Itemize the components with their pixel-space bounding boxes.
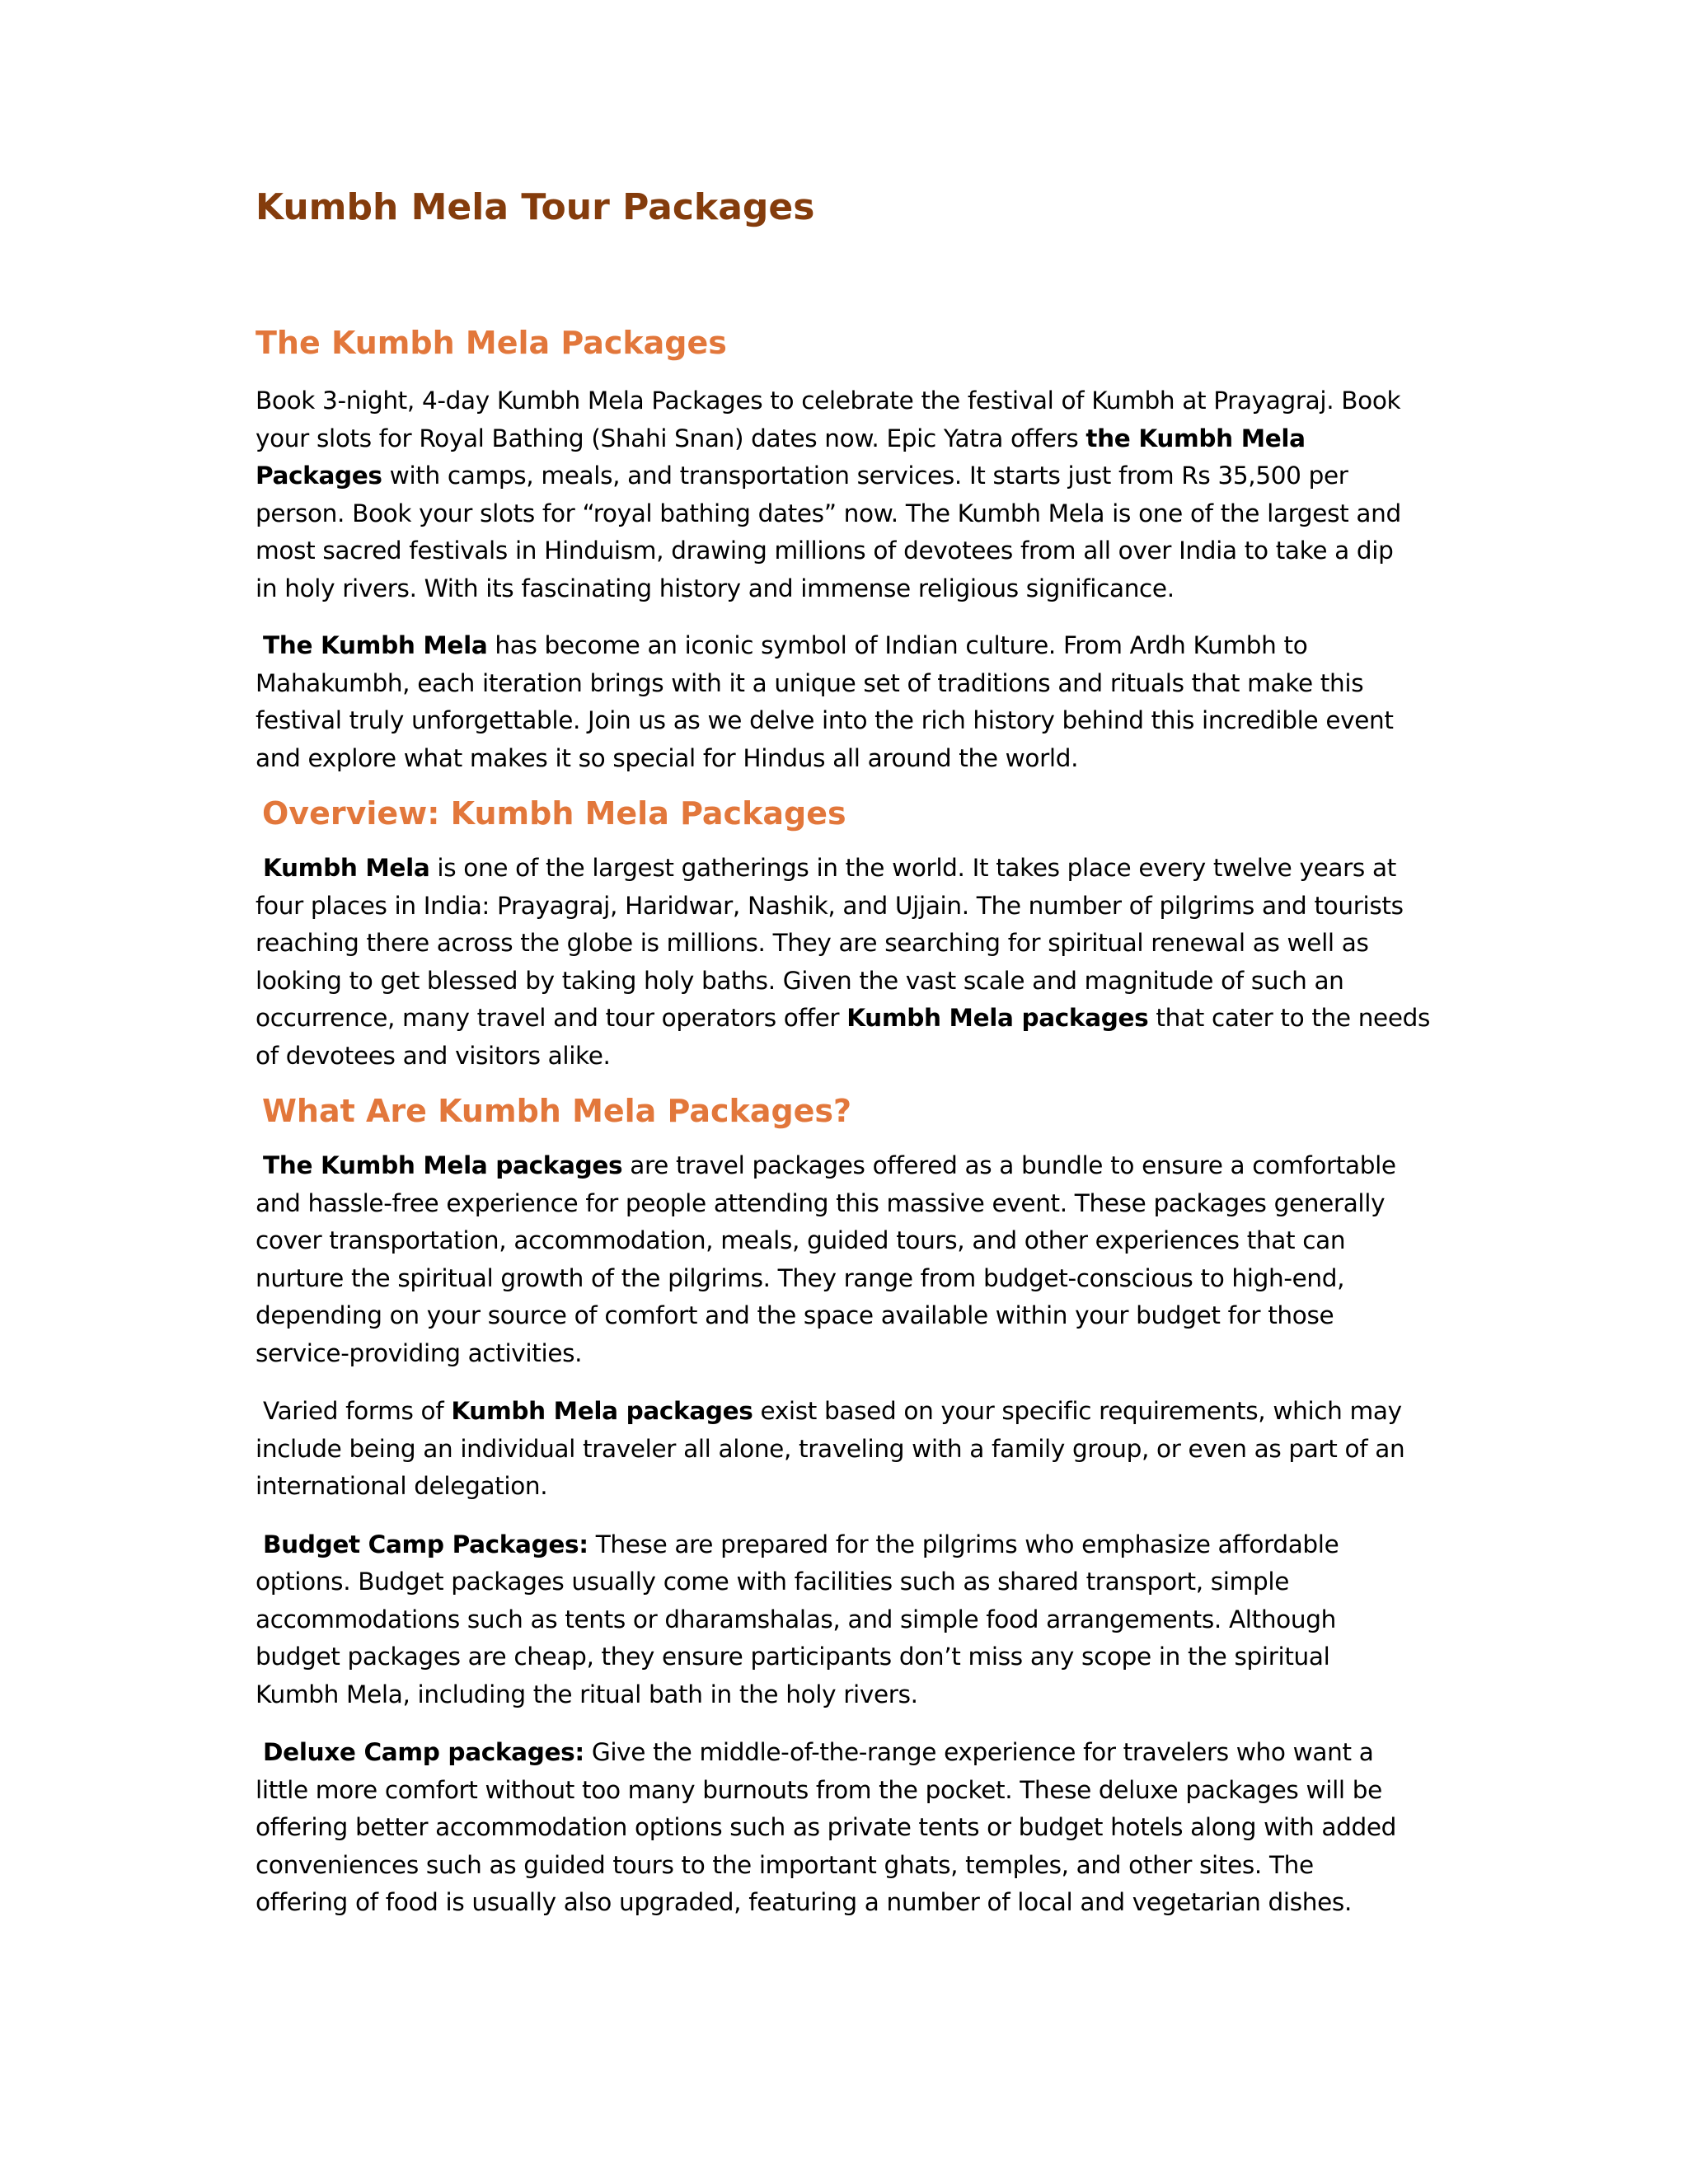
- text-line: reaching there across the globe is millions. They are searching for spiritual renewal as well as: [256, 929, 1369, 957]
- text-line: Book 3-night, 4-day Kumbh Mela Packages to celebrate the festival of Kumbh at Prayagraj. Book: [256, 387, 1401, 415]
- paragraph-varied-forms: [256, 1393, 1442, 1506]
- bold-phrase: The Kumbh Mela packages: [263, 1151, 623, 1179]
- text-line: Kumbh Mela is one of the largest gatherings in the world. It takes place every twelve years at: [263, 854, 1396, 882]
- paragraph-overview: [256, 850, 1442, 1075]
- text-line: Mahakumbh, each iteration brings with it a unique set of traditions and rituals that make this: [256, 668, 1364, 697]
- text-line: person. Book your slots for “royal bathing dates” now. The Kumbh Mela is one of the largest and: [256, 499, 1401, 527]
- paragraph-iconic-symbol: [256, 627, 1442, 777]
- text-line: and explore what makes it so special for Hindus all around the world.: [256, 743, 1079, 772]
- text-line: depending on your source of comfort and the space available within your budget for those: [256, 1301, 1334, 1329]
- text-line: and hassle-free experience for people attending this massive event. These packages generally: [256, 1188, 1386, 1217]
- text-line: four places in India: Prayagraj, Haridwar, Nashik, and Ujjain. The number of pilgrims and tourists: [256, 891, 1404, 920]
- paragraph-what-are: [256, 1147, 1442, 1372]
- text-line: most sacred festivals in Hinduism, drawing millions of devotees from all over India to take a dip: [256, 537, 1394, 565]
- text-line: Budget Camp Packages: These are prepared for the pilgrims who emphasize affordable: [263, 1530, 1339, 1558]
- text-line: options. Budget packages usually come with facilities such as shared transport, simple: [256, 1568, 1290, 1596]
- text-line: budget packages are cheap, they ensure participants don’t miss any scope in the spiritual: [256, 1643, 1330, 1671]
- section-heading-overview: Overview: Kumbh Mela Packages: [262, 795, 846, 832]
- text-line: in holy rivers. With its fascinating history and immense religious significance.: [256, 574, 1175, 602]
- text-line: include being an individual traveler all alone, traveling with a family group, or even as part of an: [256, 1434, 1405, 1463]
- section-heading-packages: The Kumbh Mela Packages: [256, 325, 727, 361]
- text-line: Deluxe Camp packages: Give the middle-of-the-range experience for travelers who want a: [263, 1738, 1374, 1766]
- bold-phrase: Budget Camp Packages:: [263, 1530, 588, 1558]
- text-line: international delegation.: [256, 1472, 548, 1500]
- text-line: little more comfort without too many burnouts from the pocket. These deluxe packages will be: [256, 1775, 1382, 1804]
- section-heading-what-are: What Are Kumbh Mela Packages?: [262, 1093, 852, 1129]
- text-line: offering of food is usually also upgraded, featuring a number of local and vegetarian dishes.: [256, 1888, 1352, 1916]
- bold-phrase: Kumbh Mela packages: [846, 1004, 1149, 1032]
- text-line: your slots for Royal Bathing (Shahi Snan) dates now. Epic Yatra offers the Kumbh Mela: [256, 424, 1306, 452]
- text-line: conveniences such as guided tours to the important ghats, temples, and other sites. The: [256, 1850, 1314, 1879]
- bold-phrase: The Kumbh Mela: [263, 631, 488, 659]
- text-line: Varied forms of Kumbh Mela packages exist based on your specific requirements, which may: [256, 1397, 1402, 1425]
- text-line: The Kumbh Mela has become an iconic symbol of Indian culture. From Ardh Kumbh to: [263, 631, 1308, 659]
- text-line: service-providing activities.: [256, 1338, 583, 1367]
- bold-phrase: Kumbh Mela packages: [451, 1397, 753, 1425]
- text-line: looking to get blessed by taking holy baths. Given the vast scale and magnitude of such an: [256, 966, 1344, 995]
- text-line: accommodations such as tents or dharamshalas, and simple food arrangements. Although: [256, 1605, 1336, 1633]
- text-line: festival truly unforgettable. Join us as we delve into the rich history behind this incredible event: [256, 706, 1394, 734]
- text-line: cover transportation, accommodation, meals, guided tours, and other experiences that can: [256, 1226, 1346, 1254]
- paragraph-budget-camp: [256, 1526, 1442, 1714]
- bold-phrase: Kumbh Mela: [263, 854, 430, 882]
- document-title: Kumbh Mela Tour Packages: [256, 186, 815, 228]
- bold-phrase: Packages: [256, 462, 382, 490]
- bold-phrase: Deluxe Camp packages:: [263, 1738, 584, 1766]
- text-line: occurrence, many travel and tour operators offer Kumbh Mela packages that cater to the needs: [256, 1004, 1431, 1032]
- document-page: [256, 183, 1442, 1922]
- text-line: Kumbh Mela, including the ritual bath in the holy rivers.: [256, 1680, 918, 1708]
- paragraph-intro: [256, 382, 1442, 607]
- text-line: offering better accommodation options such as private tents or budget hotels along with added: [256, 1813, 1397, 1841]
- text-line: nurture the spiritual growth of the pilgrims. They range from budget-conscious to high-end,: [256, 1263, 1345, 1292]
- text-line: Packages with camps, meals, and transportation services. It starts just from Rs 35,500 per: [256, 462, 1348, 490]
- text-line: The Kumbh Mela packages are travel packages offered as a bundle to ensure a comfortable: [263, 1151, 1396, 1179]
- paragraph-deluxe-camp: [256, 1734, 1442, 1922]
- text-line: of devotees and visitors alike.: [256, 1041, 611, 1070]
- bold-phrase: the Kumbh Mela: [1085, 424, 1306, 452]
